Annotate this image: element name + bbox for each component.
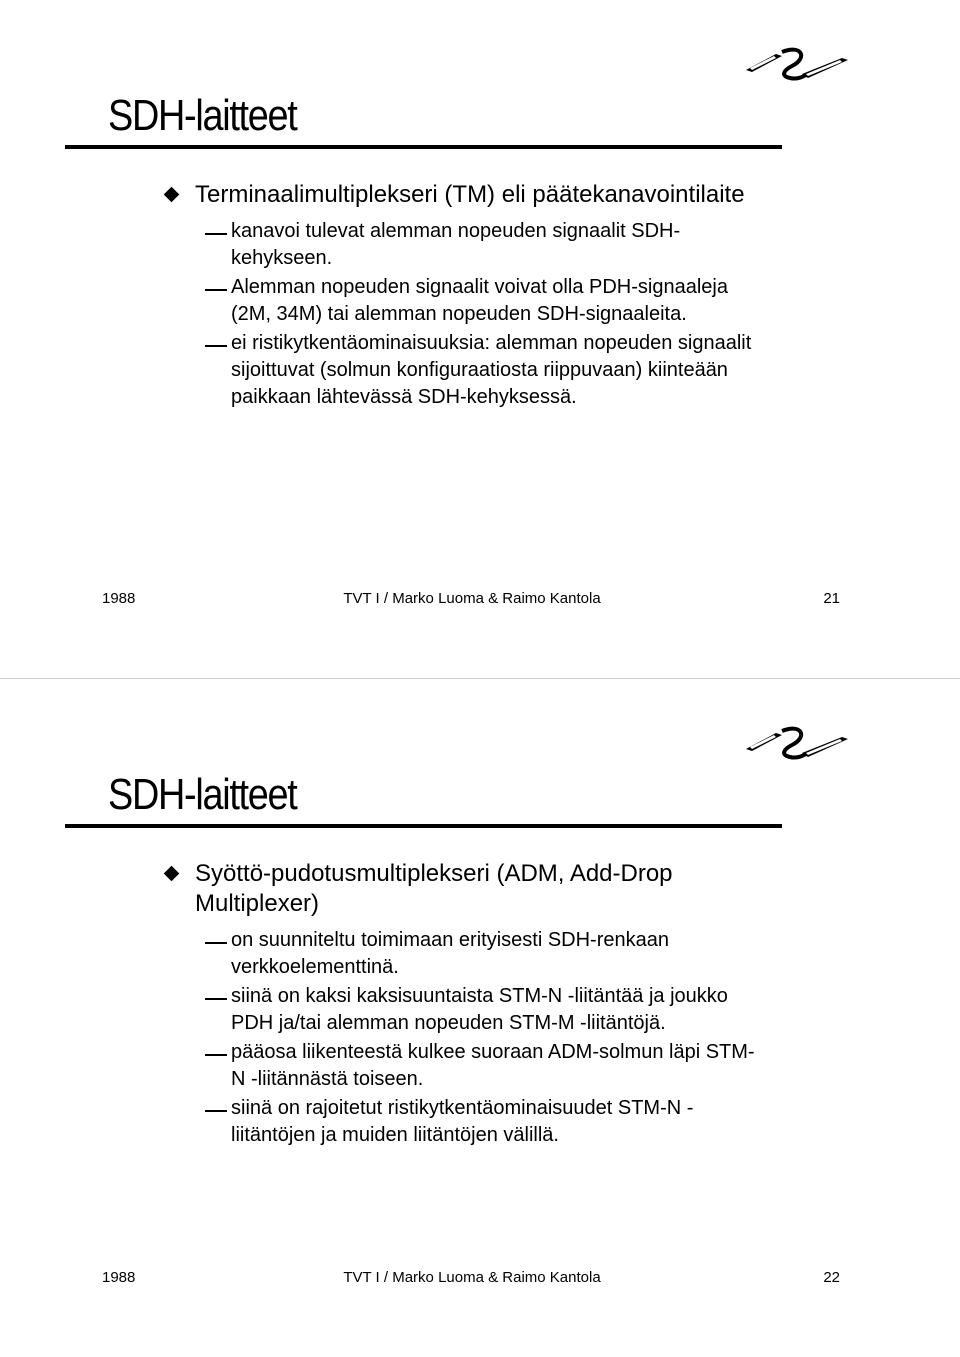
slide-22 [0, 679, 960, 1357]
sub-item-line: sijoittuvat (solmun konfiguraatiosta riippuvaan) kiinteään [231, 359, 728, 381]
sub-list [160, 218, 850, 411]
sub-item-line: PDH ja/tai alemman nopeuden STM-M -liitäntöjä. [231, 1012, 666, 1034]
dash-bullet-icon [205, 942, 227, 944]
title-underline [65, 145, 782, 149]
footer-course: TVT I / Marko Luoma & Raimo Kantola [343, 590, 601, 607]
slide-footer [0, 1269, 960, 1293]
dash-bullet-icon [205, 345, 227, 347]
logo-icon [742, 44, 852, 88]
footer-year: 1988 [102, 1269, 136, 1286]
sub-item-line: Alemman nopeuden signaalit voivat olla PDH-signaaleja [231, 276, 728, 298]
sub-item [160, 1039, 850, 1093]
bullet-text: Terminaalimultiplekseri (TM) eli päätekanavointilaite [195, 181, 745, 208]
slide-21 [0, 0, 960, 678]
sub-item-line: siinä on rajoitetut ristikytkentäominaisuudet STM-N - [231, 1097, 694, 1119]
sub-item [160, 274, 850, 328]
dash-bullet-icon [205, 233, 227, 235]
dash-bullet-icon [205, 998, 227, 1000]
slide-title: SDH-laitteet [108, 770, 297, 819]
sub-item [160, 330, 850, 411]
bullet-item [160, 180, 850, 210]
sub-item [160, 927, 850, 981]
sub-item [160, 1095, 850, 1149]
sub-item [160, 218, 850, 272]
title-underline [65, 824, 782, 828]
sub-item-line: ei ristikytkentäominaisuuksia: alemman nopeuden signaalit [231, 332, 752, 354]
sub-item-line: siinä on kaksi kaksisuuntaista STM-N -liitäntää ja joukko [231, 985, 728, 1007]
slide-footer [0, 590, 960, 614]
sub-item-line: pääosa liikenteestä kulkee suoraan ADM-solmun läpi STM- [231, 1041, 755, 1063]
dash-bullet-icon [205, 1054, 227, 1056]
slide-content [160, 180, 850, 413]
sub-list [160, 927, 850, 1149]
footer-year: 1988 [102, 590, 136, 607]
dash-bullet-icon [205, 289, 227, 291]
sub-item-line: on suunniteltu toimimaan erityisesti SDH-renkaan [231, 929, 669, 951]
diamond-bullet-icon [164, 866, 180, 882]
footer-page-number: 22 [823, 1269, 840, 1286]
sub-item-line: N -liitännästä toiseen. [231, 1068, 424, 1090]
logo-icon [742, 723, 852, 767]
footer-page-number: 21 [823, 590, 840, 607]
diamond-bullet-icon [164, 187, 180, 203]
sub-item-line: liitäntöjen ja muiden liitäntöjen välillä. [231, 1124, 559, 1146]
dash-bullet-icon [205, 1110, 227, 1112]
sub-item-line: paikkaan lähtevässä SDH-kehyksessä. [231, 386, 577, 408]
footer-course: TVT I / Marko Luoma & Raimo Kantola [343, 1269, 601, 1286]
slide-content [160, 859, 850, 1151]
slide-title: SDH-laitteet [108, 91, 297, 140]
sub-item-line: kehykseen. [231, 247, 333, 269]
sub-item-line: kanavoi tulevat alemman nopeuden signaalit SDH- [231, 220, 681, 242]
sub-item-line: (2M, 34M) tai alemman nopeuden SDH-signaaleita. [231, 303, 687, 325]
sub-item-line: verkkoelementtinä. [231, 956, 399, 978]
bullet-text: Syöttö-pudotusmultiplekseri (ADM, Add-Drop Multiplexer) [195, 860, 673, 917]
sub-item [160, 983, 850, 1037]
bullet-item [160, 859, 755, 919]
